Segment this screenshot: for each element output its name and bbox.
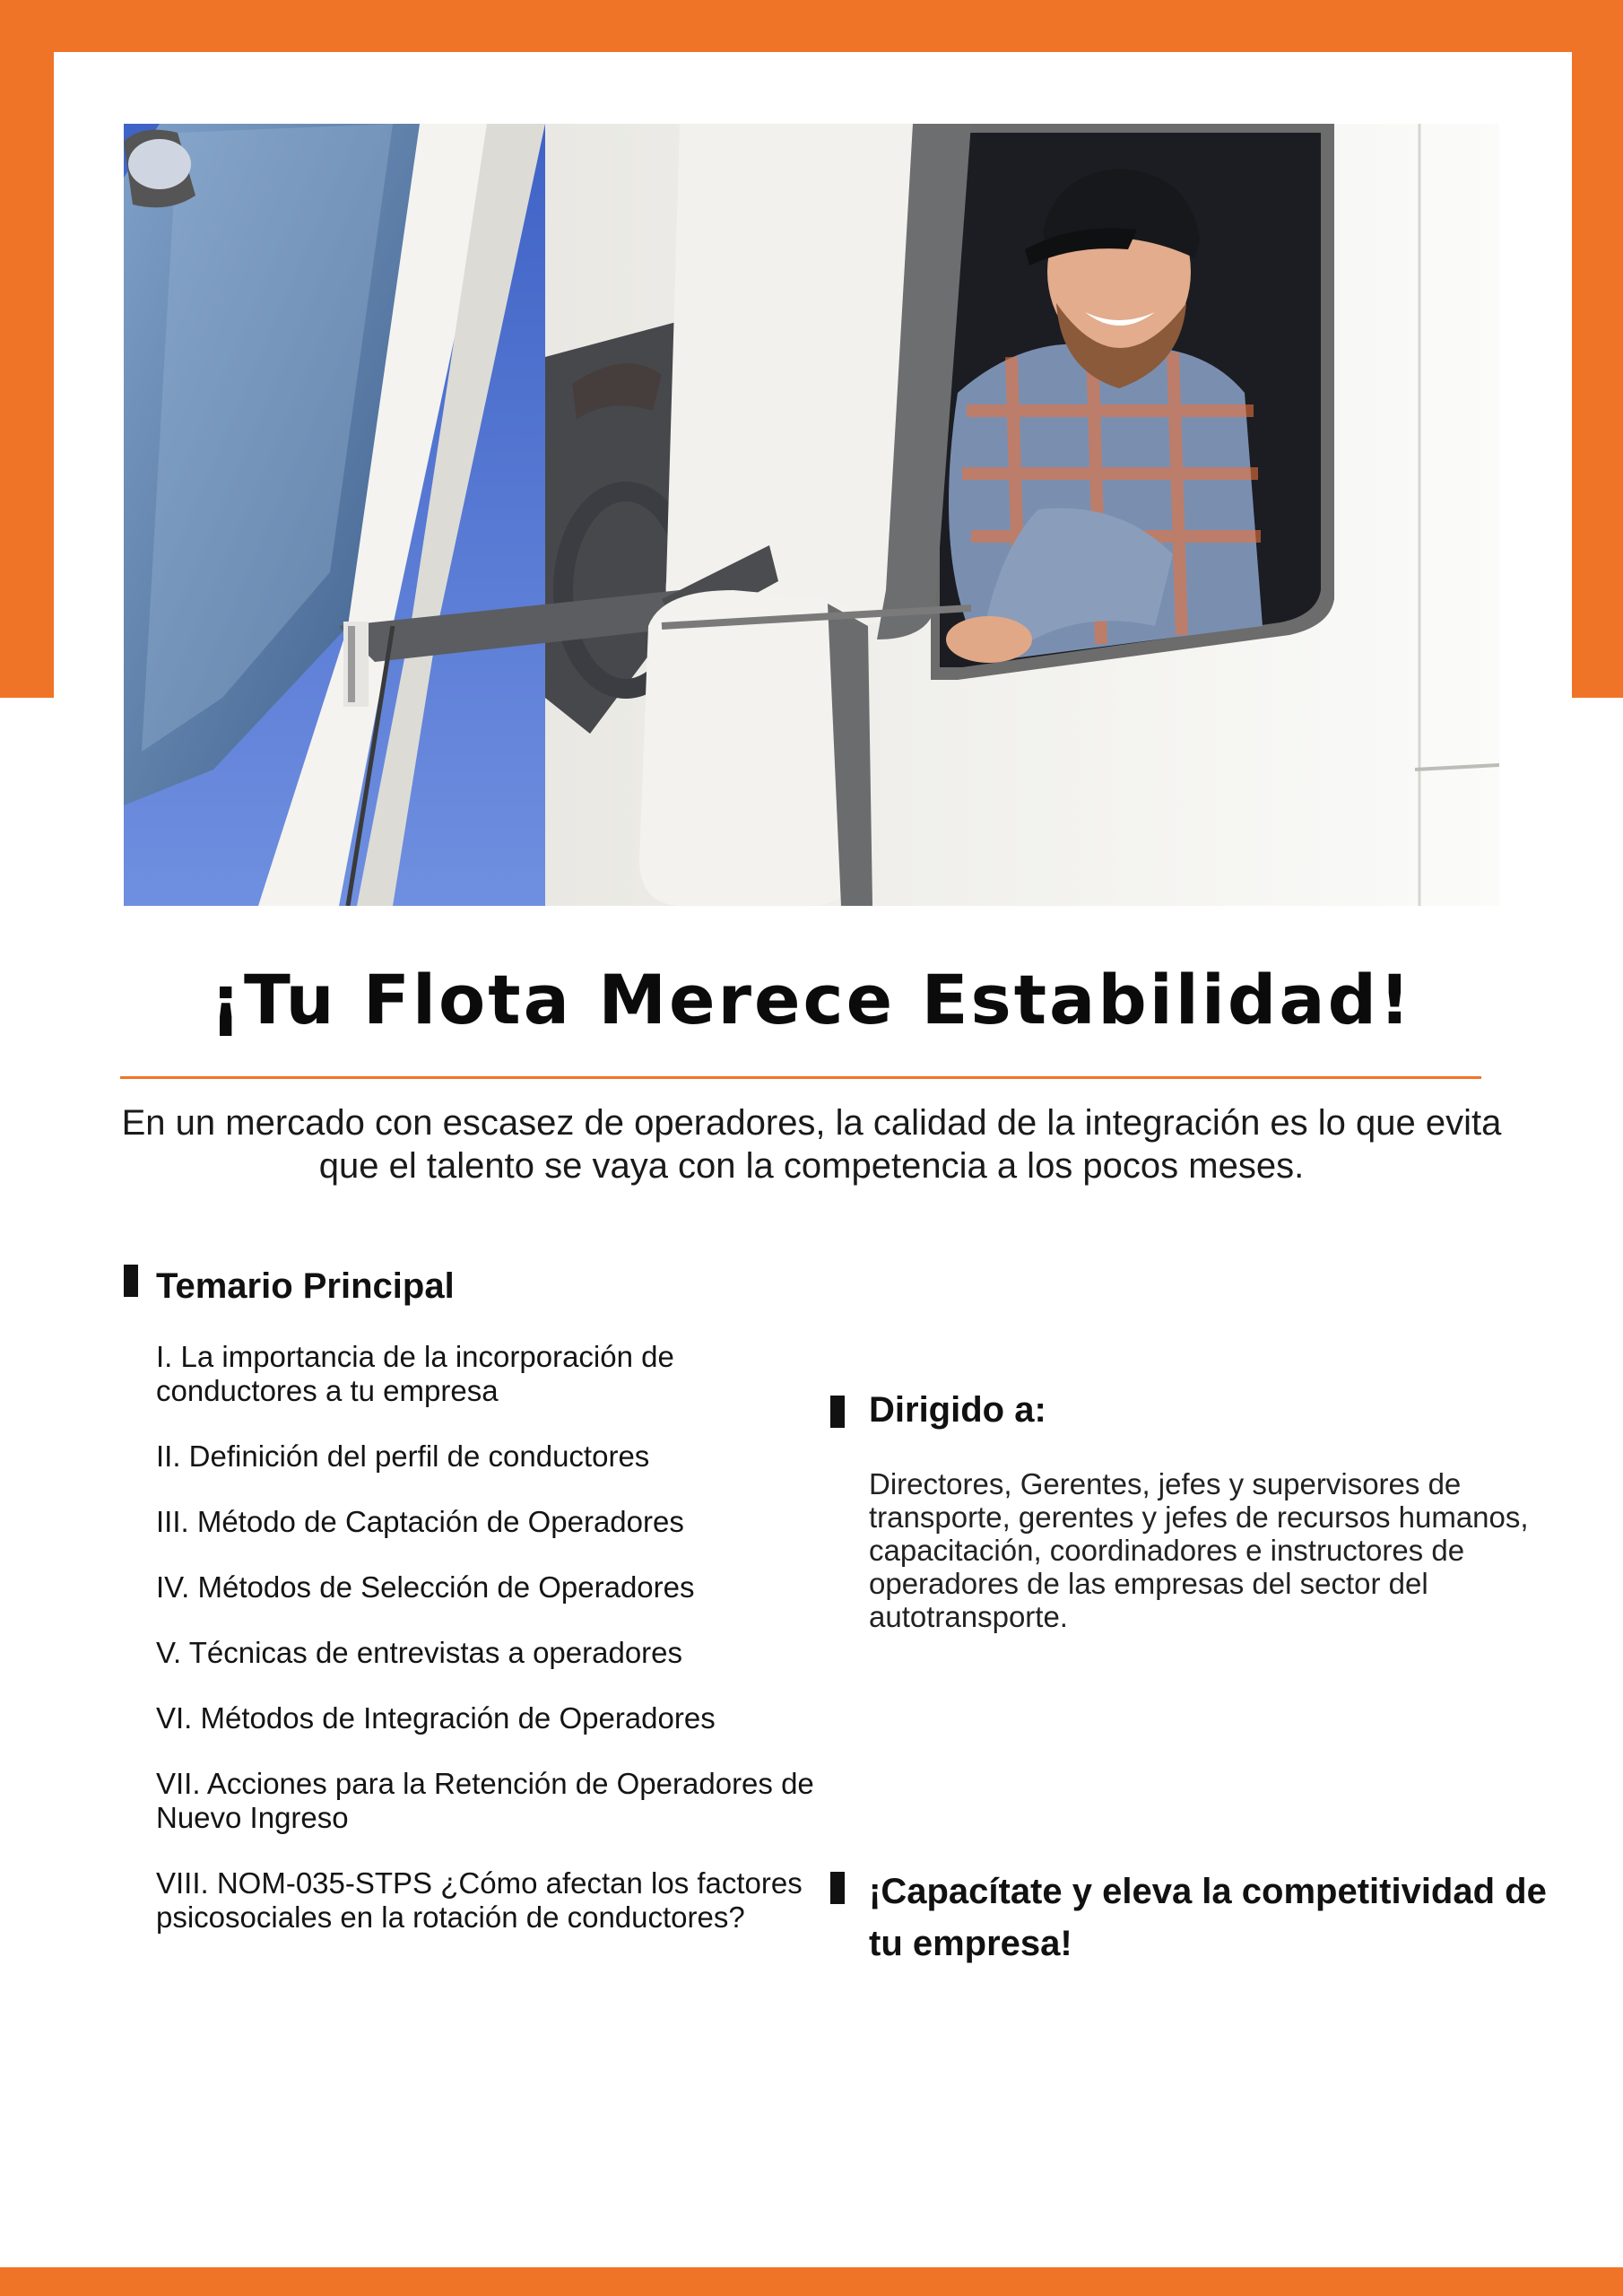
list-item: I. La importancia de la incorporación de conductores a tu empresa xyxy=(156,1340,674,1407)
intro-text: En un mercado con escasez de operadores, la calidad de la integración es lo que evita que el talento se vaya con la competencia a los pocos meses. xyxy=(121,1103,1502,1186)
page-title: ¡Tu Flota Merece Estabilidad! xyxy=(210,960,1413,1039)
orange-frame-bottom xyxy=(0,2267,1623,2296)
list-item: VIII. NOM-035-STPS ¿Cómo afectan los factores psicosociales en la rotación de conductores? xyxy=(156,1866,803,1934)
dirigido-text: Directores, Gerentes, jefes y supervisores de transporte, gerentes y jefes de recursos humanos, capacitación, coordinadores e instructores de operadores de las empresas del sector del autotransporte. xyxy=(869,1467,1529,1633)
list-item: VII. Acciones para la Retención de Operadores de Nuevo Ingreso xyxy=(156,1767,814,1834)
dirigido-marker xyxy=(830,1396,845,1428)
temario-heading: Temario Principal xyxy=(156,1266,455,1306)
temario-list xyxy=(156,1340,820,1966)
cta-heading: ¡Capacítate y eleva la competitividad de tu empresa! xyxy=(869,1872,1547,1963)
list-item: V. Técnicas de entrevistas a operadores xyxy=(156,1636,683,1669)
dirigido-heading: Dirigido a: xyxy=(869,1390,1046,1430)
cta-marker xyxy=(830,1872,845,1904)
title-divider xyxy=(120,1076,1481,1079)
temario-marker xyxy=(124,1265,138,1297)
list-item: III. Método de Captación de Operadores xyxy=(156,1505,684,1538)
list-item: II. Definición del perfil de conductores xyxy=(156,1439,650,1473)
list-item: VI. Métodos de Integración de Operadores xyxy=(156,1701,716,1735)
list-item: IV. Métodos de Selección de Operadores xyxy=(156,1570,695,1604)
truck-driver-photo xyxy=(124,124,1499,906)
